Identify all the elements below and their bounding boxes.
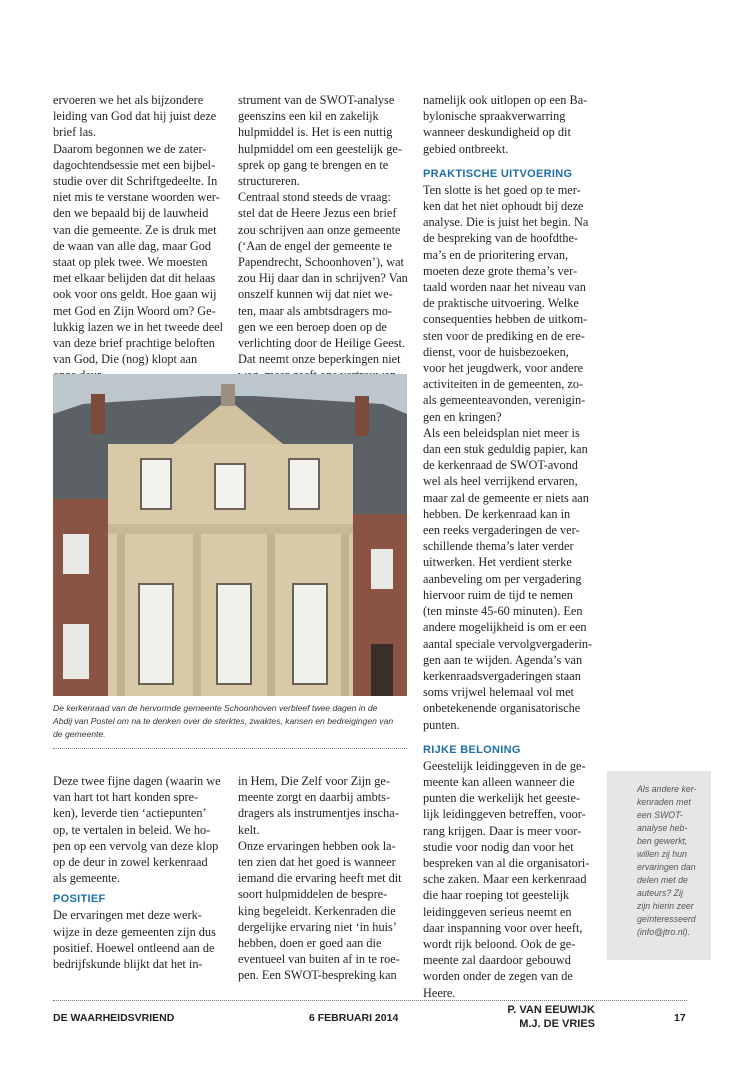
abbey-building-image xyxy=(53,374,407,696)
body-text: De ervaringen met deze werk- wijze in deze gemeenten zijn dus positief. Hoewel ontleend aan de bedrijfskunde blijkt dat het in- xyxy=(53,908,216,972)
body-text: ervoeren we het als bijzondere leiding van God dat hij juist deze brief las. Daarom begonnen we de zater- dagochtendsessie met een bijbel- studie over dit Schriftgedeelte. In niet mis te verstane woorden wer- den we bepaald bij de lauwheid van die gemeente. Ze is druk met de waan van alle dag, maar God staat op plek twee. We moesten met elkaar belijden dat dit helaas ook voor ons geldt. Hoe gaan wij met God en Zijn Woord om? Ge- lukkig lazen we in het tweede deel van deze brief prachtige beloften van God, Die (nog) klopt aan xyxy=(53,93,224,367)
footer-divider xyxy=(53,1000,687,1001)
body-text: Deze twee fijne dagen (waarin we van hart tot hart konden spre- ken), leverde tien ‘actiepunten’ op, te vertalen in beleid. We ho- pen op een vervolg van deze klop op de deur in zowel kerkenraad als gemeente. xyxy=(53,774,221,886)
sidebar-note xyxy=(607,771,711,960)
body-text: strument van de SWOT-analyse geenszins een kil en zakelijk hulpmiddel is. Het is een nuttig hulpmiddel om een geestelijk ge- sprek op gang te brengen en te structureren. Centraal stond steeds de vraag: stel dat de Heere Jezus een brief zou schrijven aan onze gemeente (‘Aan de engel der gemeente te Papendrecht, Schoonhoven’), wat zou Hij daar dan in schrijven? Van onszelf kunnen wij dat niet we- ten, maar als ambtsdragers mo- gen we een beroep doen op de verlichting door de Heilige Geest. Dat neemt onze beperkingen niet xyxy=(238,93,408,367)
column-1-bottom xyxy=(53,773,233,972)
column-2-bottom xyxy=(238,773,420,984)
heading-rijke-beloning: RIJKE BELONING xyxy=(423,743,521,756)
column-3 xyxy=(423,92,595,1031)
column-2-top xyxy=(238,92,420,384)
photo-caption: De kerkenraad van de hervormde gemeente Schoonhoven verbleef twee dagen in de Abdij van Postel om na te denken over de sterktes, zwaktes, kansen en bedreigingen van de gemeente. xyxy=(53,703,394,739)
author-signature: P. VAN EEUWIJK M.J. DE VRIES xyxy=(507,1003,595,1030)
column-1-top xyxy=(53,92,233,384)
body-text: Geestelijk leidinggeven in de ge- meente kan alleen wanneer die punten die werkelijk het geeste- lijk leidinggeven betreffen, voor- rang krijgen. Daar is meer voor- studie voor nodig dan voor het bespreken van al die organisatori- sche zaken. Maar een kerkenraad die haar roeping tot geestelijk leidinggeven serieus neemt en daar inspanning voor over heeft, wordt rijk beloond. Ook de ge- meente zal daardoor gebouwd worden onder de zegen van de Heere. xyxy=(423,758,590,1000)
abbey-photo xyxy=(53,374,407,696)
footer-date: 6 FEBRUARI 2014 xyxy=(309,1012,399,1024)
footer-publication: DE WAARHEIDSVRIEND xyxy=(53,1012,175,1024)
body-text: Ten slotte is het goed op te mer- ken dat het niet ophoudt bij deze analyse. Die is juist het begin. Na de bespreking van de hoofdthe- ma’s en de prioritering ervan, moeten deze grote thema’s ver- taald worden naar het niveau van de praktische uitvoering. Welke consequenties hebben de uitkom- sten voor de prediking en de ere- dienst, voor de huisbezoeken, voor het jeugdwerk, voor andere activiteiten in de gemeenten, zo- als gemeenteavonden, verenigin- gen en kringen? Als een beleidsplan niet meer is dan een stuk geduldig papier, kan de kerkenraad de SWOT-avond wel als heel verrijkend ervaren, maar zal de gemeente er niets aan hebben. De kerkenraad kan in een reeks vergaderingen de ver- schillende thema’s later verder uitwerken. Het verdient sterke aanbeveling om per vergadering hiervoor ruim de tijd te nemen (ten minste 45-60 minuten). Een andere mogelijkheid is om er een aantal speciale vervolgvergaderin- gen aan te wijden. Agenda’s van kerkenraadsvergaderingen staan soms vrijwel helemaal vol met onbetekenende organisatorische punten. xyxy=(423,182,593,732)
body-text: in Hem, Die Zelf voor Zijn ge- meente zorgt en daarbij ambts- dragers als instrumentjes inscha- kelt. Onze ervaringen hebben ook la- ten zien dat het goed is wanneer iemand die ervaring heeft met dit soort hulpmiddelen de bespre- king begeleidt. Kerkenraden die dergelijke ervaring niet ‘in huis’ hebben, doen er goed aan die eventueel van buiten af in te roe- pen. Een SWOT-bespreking kan xyxy=(238,774,402,983)
heading-positief: POSITIEF xyxy=(53,893,106,906)
heading-praktische-uitvoering: PRAKTISCHE UITVOERING xyxy=(423,167,573,180)
caption-divider xyxy=(53,748,407,749)
sidebar-text: Als andere ker- kenraden met een SWOT- analyse heb- ben gewerkt, willen zij hun ervaringen dan delen met de auteurs? Zij zijn hierin zeer geïnteresseerd (info@jtro.nl). xyxy=(637,784,697,937)
footer-page-number: 17 xyxy=(674,1012,686,1024)
body-text: namelijk ook uitlopen op een Ba- bylonische spraakverwarring wanneer deskundigheid op dit gebied ontbreekt. xyxy=(423,93,588,156)
